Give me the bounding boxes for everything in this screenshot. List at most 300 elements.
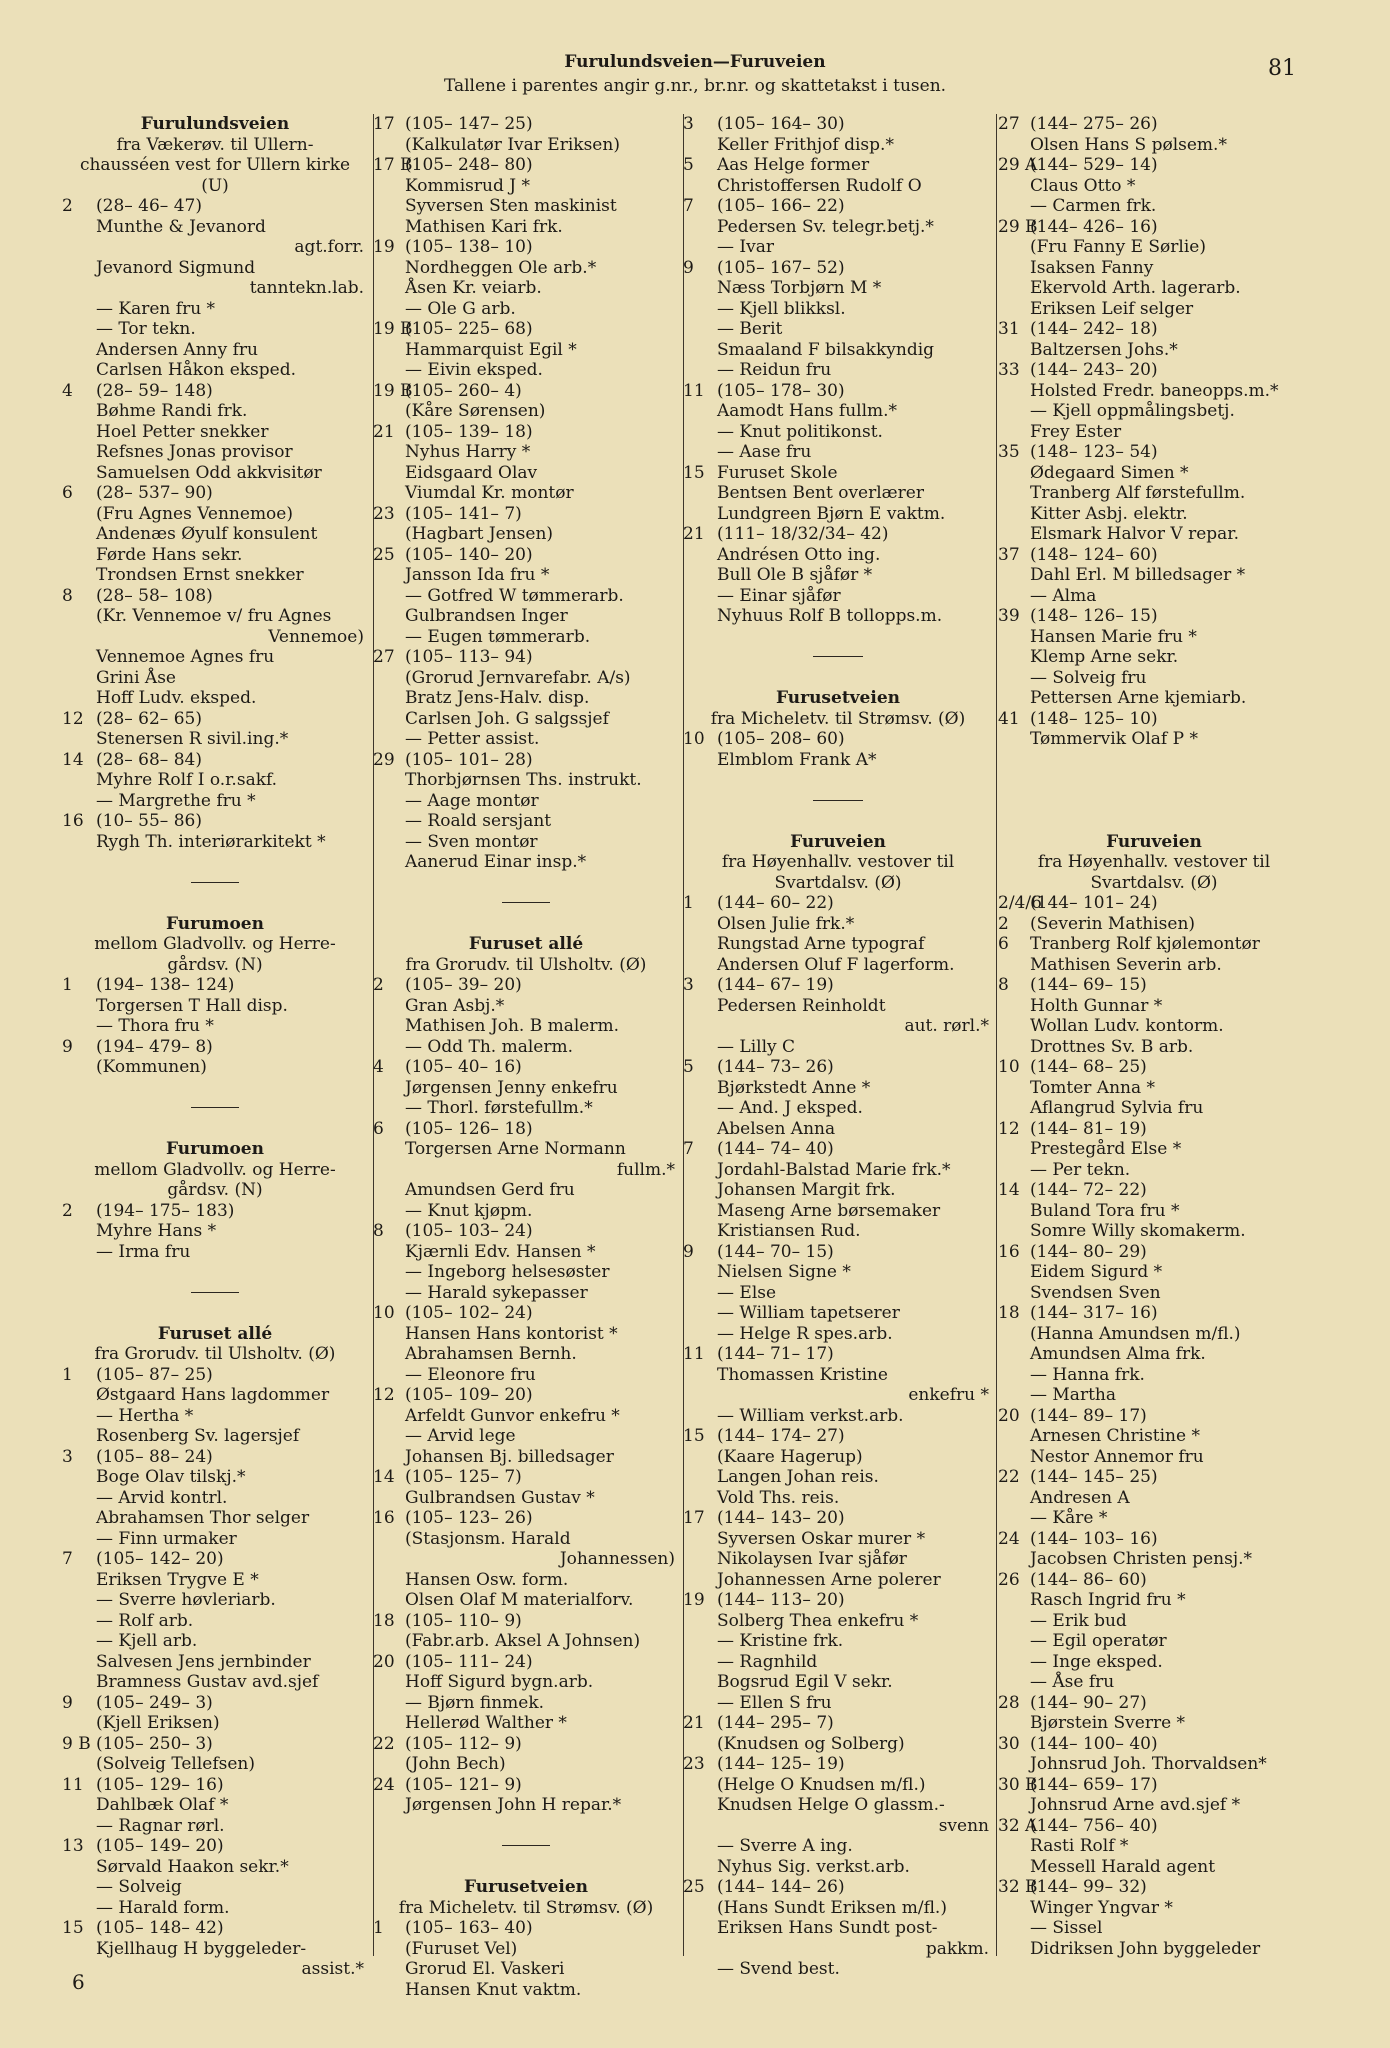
directory-entry	[62, 606, 368, 627]
entry-text: (144– 125– 19)	[717, 1754, 845, 1774]
directory-entry	[62, 729, 368, 750]
directory-entry	[998, 1160, 1310, 1181]
entry-text: (105– 249– 3)	[96, 1692, 213, 1713]
street-heading	[998, 832, 1310, 853]
house-number: 13	[62, 1836, 84, 1856]
section-divider	[373, 1836, 679, 1857]
entry-text: — Alma	[1030, 585, 1097, 606]
directory-entry	[62, 360, 368, 381]
entry-text: Nestor Annemor fru	[1030, 1446, 1204, 1467]
entry-text: Mathisen Kari frk.	[405, 216, 563, 237]
directory-entry	[998, 1672, 1310, 1693]
directory-entry	[998, 1754, 1310, 1775]
directory-entry	[998, 1365, 1310, 1386]
directory-entry	[998, 1529, 1310, 1550]
divider-line	[813, 800, 863, 801]
entry-text: Abelsen Anna	[717, 1118, 836, 1139]
directory-entry	[683, 1857, 993, 1878]
entry-text: Arnesen Christine *	[1030, 1426, 1200, 1446]
entry-text: (Knudsen og Solberg)	[717, 1733, 905, 1754]
entry-text: (144– 81– 19)	[1030, 1118, 1147, 1139]
directory-entry	[683, 1180, 993, 1201]
entry-text: (Severin Mathisen)	[1030, 913, 1196, 934]
street-extent	[373, 955, 679, 976]
directory-entry	[683, 1611, 993, 1632]
entry-text: Pedersen Sv. telegr.betj.*	[717, 216, 934, 237]
entry-text: — Arvid kontrl.	[96, 1487, 228, 1508]
entry-text: Åsen Kr. veiarb.	[405, 278, 542, 298]
entry-text: Myhre Rolf I o.r.sakf.	[96, 770, 278, 790]
entry-continuation	[373, 1549, 679, 1570]
entry-text: Grini Åse	[96, 667, 176, 688]
directory-entry	[373, 340, 679, 361]
directory-entry	[998, 1344, 1310, 1365]
entry-text: — Knut kjøpm.	[405, 1200, 533, 1221]
house-number: 35	[998, 442, 1020, 462]
street-extent	[62, 1180, 368, 1201]
directory-entry	[62, 483, 368, 504]
entry-text: (Kommunen)	[96, 1057, 207, 1077]
entry-text: (10– 55– 86)	[96, 811, 202, 831]
spacer	[373, 1816, 679, 1837]
directory-entry	[998, 729, 1310, 750]
directory-entry	[373, 319, 679, 340]
entry-text: Svartdalsv. (Ø)	[1090, 872, 1218, 893]
directory-entry	[62, 1426, 368, 1447]
directory-entry	[998, 996, 1310, 1017]
directory-entry	[683, 1775, 993, 1796]
entry-text: Aas Helge former	[717, 155, 870, 175]
directory-entry	[62, 1488, 368, 1509]
entry-text: Nyhuus Rolf B tollopps.m.	[717, 606, 943, 626]
entry-text: (105– 103– 24)	[405, 1221, 533, 1241]
entry-text: Andrésen Otto ing.	[717, 544, 881, 565]
house-number: 17 B	[373, 155, 413, 175]
entry-text: Wollan Ludv. kontorm.	[1030, 1016, 1224, 1036]
entry-text: Hammarquist Egil *	[405, 339, 577, 360]
entry-text: — Aage montør	[405, 790, 539, 811]
directory-entry	[683, 1467, 993, 1488]
entry-text: (144– 143– 20)	[717, 1508, 845, 1528]
entry-text: (Fru Fanny E Sørlie)	[1030, 237, 1206, 257]
directory-entry	[998, 1918, 1310, 1939]
entry-text: fra Høyenhallv. vestover til	[1037, 852, 1271, 872]
directory-entry	[998, 1119, 1310, 1140]
entry-text: (28– 537– 90)	[96, 483, 213, 503]
house-number: 23	[373, 503, 395, 524]
directory-entry	[373, 1221, 679, 1242]
entry-text: (144– 89– 17)	[1030, 1405, 1147, 1426]
entry-text: Hellerød Walther *	[405, 1713, 567, 1733]
entry-text: (144– 60– 22)	[717, 893, 834, 913]
house-number: 29	[373, 749, 395, 770]
entry-text: Grorud El. Vaskeri	[405, 1959, 565, 1979]
directory-entry	[998, 1016, 1310, 1037]
street-extent	[62, 955, 368, 976]
entry-text: Christoffersen Rudolf O	[717, 175, 922, 196]
entry-text: Salvesen Jens jernbinder	[96, 1651, 311, 1672]
directory-entry	[683, 258, 993, 279]
entry-text: (105– 111– 24)	[405, 1651, 533, 1672]
house-number: 20	[373, 1651, 395, 1672]
directory-entry	[998, 688, 1310, 709]
entry-continuation	[62, 278, 368, 299]
section-divider	[373, 893, 679, 914]
entry-text: Holsted Fredr. baneopps.m.*	[1030, 380, 1279, 401]
house-number: 1	[62, 975, 73, 995]
entry-text: Tømmervik Olaf P *	[1030, 729, 1198, 749]
entry-text: — Sven montør	[405, 831, 538, 852]
directory-entry	[683, 1324, 993, 1345]
directory-entry	[373, 114, 679, 135]
street-extent	[373, 1898, 679, 1919]
entry-text: (144– 99– 32)	[1030, 1877, 1147, 1897]
entry-text: Furumoen	[166, 913, 264, 934]
directory-entry	[373, 1119, 679, 1140]
house-number: 32 A	[998, 1815, 1038, 1836]
street-heading	[373, 1877, 679, 1898]
entry-text: (144– 242– 18)	[1030, 319, 1158, 339]
entry-text: (Kjell Eriksen)	[96, 1713, 220, 1733]
house-number: 15	[683, 462, 705, 483]
directory-entry	[373, 1201, 679, 1222]
directory-entry	[373, 381, 679, 402]
directory-entry	[373, 1734, 679, 1755]
entry-text: — Martha	[1030, 1385, 1116, 1405]
entry-text: fra Micheletv. til Strømsv. (Ø)	[710, 708, 966, 729]
directory-entry	[998, 1201, 1310, 1222]
directory-entry	[683, 381, 993, 402]
directory-entry	[998, 1816, 1310, 1837]
entry-text: (144– 74– 40)	[717, 1139, 834, 1159]
entry-text: (Kåre Sørensen)	[405, 401, 546, 421]
directory-entry	[998, 586, 1310, 607]
directory-entry	[998, 1385, 1310, 1406]
house-number: 20	[998, 1405, 1020, 1426]
directory-entry	[62, 340, 368, 361]
entry-text: — Hanna frk.	[1030, 1364, 1145, 1385]
entry-text: Rungstad Arne typograf	[717, 934, 925, 954]
entry-text: Nyhus Harry *	[405, 442, 531, 462]
directory-entry	[373, 1611, 679, 1632]
entry-text: Arfeldt Gunvor enkefru *	[405, 1405, 620, 1426]
spacer	[62, 1119, 368, 1140]
directory-entry	[998, 1139, 1310, 1160]
entry-text: (28– 62– 65)	[96, 708, 202, 729]
entry-text: — Carmen frk.	[1030, 196, 1157, 216]
directory-entry	[373, 463, 679, 484]
entry-text: Bratz Jens-Halv. disp.	[405, 688, 590, 708]
entry-text: Viumdal Kr. montør	[405, 483, 574, 503]
entry-text: (Helge O Knudsen m/fl.)	[717, 1774, 926, 1795]
house-number: 26	[998, 1569, 1020, 1590]
house-number: 9	[683, 1241, 694, 1262]
house-number: 10	[373, 1303, 395, 1323]
entry-text: Kjellhaug H byggeleder-	[96, 1938, 307, 1959]
entry-text: Tranberg Alf førstefullm.	[1030, 483, 1246, 503]
directory-entry	[998, 1406, 1310, 1427]
directory-entry	[62, 1508, 368, 1529]
house-number: 39	[998, 606, 1020, 626]
directory-entry	[998, 258, 1310, 279]
entry-text: Ødegaard Simen *	[1030, 462, 1189, 483]
directory-entry	[683, 176, 993, 197]
house-number: 11	[683, 1344, 705, 1364]
directory-entry	[62, 770, 368, 791]
entry-text: — William verkst.arb.	[717, 1405, 904, 1426]
street-extent	[62, 1160, 368, 1181]
directory-entry	[373, 688, 679, 709]
entry-text: Rasti Rolf *	[1030, 1836, 1129, 1856]
entry-text: Mathisen Joh. B malerm.	[405, 1016, 620, 1036]
house-number: 1	[373, 1918, 384, 1938]
directory-entry	[683, 934, 993, 955]
entry-text: Olsen Julie frk.*	[717, 913, 855, 934]
entry-text: — Arvid lege	[405, 1426, 516, 1446]
entry-text: Carlsen Håkon eksped.	[96, 360, 297, 380]
entry-text: Kommisrud J *	[405, 175, 530, 196]
directory-entry	[998, 135, 1310, 156]
entry-text: — Ellen S fru	[717, 1692, 832, 1713]
directory-entry	[62, 1221, 368, 1242]
street-extent	[62, 1344, 368, 1365]
entry-text: (105– 129– 16)	[96, 1774, 224, 1795]
entry-text: — Thorl. førstefullm.*	[405, 1098, 593, 1118]
entry-continuation	[62, 1959, 368, 1980]
entry-text: (148– 123– 54)	[1030, 442, 1158, 462]
directory-entry	[62, 1242, 368, 1263]
entry-text: Andenæs Øyulf konsulent	[96, 524, 318, 544]
house-number: 14	[998, 1180, 1020, 1200]
directory-entry	[373, 278, 679, 299]
entry-text: — Harald sykepasser	[405, 1282, 588, 1303]
entry-text: Aanerud Einar insp.*	[405, 852, 587, 872]
directory-entry	[373, 1426, 679, 1447]
entry-text: (144– 80– 29)	[1030, 1241, 1147, 1262]
directory-entry	[373, 1631, 679, 1652]
directory-entry	[62, 1406, 368, 1427]
entry-text: Torgersen T Hall disp.	[96, 995, 288, 1016]
entry-text: Næss Torbjørn M *	[717, 278, 882, 298]
directory-entry	[998, 422, 1310, 443]
directory-entry	[683, 1098, 993, 1119]
entry-text: Drottnes Sv. B arb.	[1030, 1036, 1194, 1057]
entry-text: Elmblom Frank A*	[717, 749, 877, 770]
entry-text: (105– 113– 94)	[405, 647, 533, 667]
entry-text: — Lilly C	[717, 1036, 796, 1057]
directory-entry	[998, 1713, 1310, 1734]
directory-entry	[998, 1631, 1310, 1652]
directory-entry	[683, 360, 993, 381]
house-number: 19 B	[373, 380, 413, 401]
directory-entry	[373, 1590, 679, 1611]
spacer	[62, 1262, 368, 1283]
street-extent	[998, 852, 1310, 873]
entry-text: Mathisen Severin arb.	[1030, 954, 1222, 975]
directory-entry	[62, 1631, 368, 1652]
street-extent	[998, 873, 1310, 894]
column-3	[683, 114, 993, 1980]
entry-text: Andersen Anny fru	[96, 339, 258, 360]
entry-text: Carlsen Joh. G salgssjef	[405, 708, 609, 729]
directory-entry	[373, 1467, 679, 1488]
street-extent	[62, 135, 368, 156]
entry-text: Refsnes Jonas provisor	[96, 442, 293, 462]
entry-continuation	[683, 1939, 993, 1960]
directory-entry	[373, 1959, 679, 1980]
directory-entry	[373, 791, 679, 812]
house-number: 11	[683, 380, 705, 401]
entry-text: tanntekn.lab.	[249, 278, 364, 298]
directory-entry	[62, 1898, 368, 1919]
page-title: Furulundsveien—Furuveien	[564, 52, 826, 72]
entry-text: Smaaland F bilsakkyndig	[717, 339, 935, 360]
directory-entry	[998, 1447, 1310, 1468]
directory-entry	[683, 1693, 993, 1714]
entry-text: Hansen Marie fru *	[1030, 626, 1197, 647]
entry-text: Furusetveien	[775, 688, 900, 708]
directory-entry	[373, 1447, 679, 1468]
entry-text: (105– 250– 3)	[96, 1733, 213, 1754]
spacer	[683, 668, 993, 689]
entry-text: (105– 101– 28)	[405, 749, 533, 770]
entry-text: (144– 71– 17)	[717, 1344, 834, 1364]
directory-entry	[998, 1590, 1310, 1611]
house-number: 12	[373, 1385, 395, 1405]
entry-text: (105– 125– 7)	[405, 1467, 522, 1487]
directory-entry	[998, 196, 1310, 217]
entry-continuation	[683, 1016, 993, 1037]
directory-entry	[683, 1488, 993, 1509]
entry-text: Didriksen John byggeleder	[1030, 1938, 1261, 1959]
entry-text: — Roald sersjant	[405, 811, 552, 831]
directory-entry	[62, 1447, 368, 1468]
directory-entry	[683, 955, 993, 976]
directory-entry	[998, 1180, 1310, 1201]
directory-entry	[373, 176, 679, 197]
directory-entry	[998, 524, 1310, 545]
spacer	[683, 627, 993, 648]
directory-entry	[683, 483, 993, 504]
entry-text: (Grorud Jernvarefabr. A/s)	[405, 667, 631, 688]
directory-entry	[62, 1672, 368, 1693]
spacer	[998, 750, 1310, 771]
directory-entry	[373, 1303, 679, 1324]
directory-entry	[998, 483, 1310, 504]
page-subtitle: Tallene i parentes angir g.nr., br.nr. og skattetakst i tusen.	[443, 76, 947, 96]
directory-entry	[683, 729, 993, 750]
directory-entry	[998, 1098, 1310, 1119]
entry-text: — Irma fru	[96, 1241, 191, 1262]
entry-text: Andresen A	[1030, 1487, 1130, 1508]
entry-text: Vold Ths. reis.	[717, 1487, 840, 1508]
entry-text: — Ivar	[717, 237, 774, 257]
entry-text: (105– 167– 52)	[717, 257, 845, 278]
entry-text: Maseng Arne børsemaker	[717, 1200, 941, 1221]
directory-entry	[998, 1467, 1310, 1488]
house-number: 2	[373, 975, 384, 995]
spacer	[998, 811, 1310, 832]
entry-text: Nyhus Sig. verkst.arb.	[717, 1856, 910, 1877]
entry-text: (105– 102– 24)	[405, 1303, 533, 1323]
street-heading	[683, 688, 993, 709]
entry-text: Gulbrandsen Inger	[405, 606, 568, 626]
divider-line	[502, 1845, 551, 1846]
entry-text: fra Grorudv. til Ulsholtv. (Ø)	[405, 954, 647, 975]
directory-entry	[373, 1324, 679, 1345]
entry-text: (144– 529– 14)	[1030, 155, 1158, 175]
directory-entry	[373, 1139, 679, 1160]
entry-text: Johansen Bj. billedsager	[405, 1446, 614, 1467]
entry-text: — Karen fru *	[96, 298, 216, 319]
entry-text: (148– 125– 10)	[1030, 708, 1158, 729]
entry-text: (144– 145– 25)	[1030, 1467, 1158, 1487]
entry-text: enkefru *	[908, 1385, 989, 1405]
entry-text: (Fabr.arb. Aksel A Johnsen)	[405, 1631, 641, 1651]
directory-entry	[62, 545, 368, 566]
entry-text: — Bjørn finmek.	[405, 1692, 545, 1713]
directory-entry	[998, 1877, 1310, 1898]
directory-entry	[683, 1529, 993, 1550]
entry-text: — Kjell blikksl.	[717, 298, 846, 319]
entry-text: Østgaard Hans lagdommer	[96, 1385, 330, 1405]
entry-text: mellom Gladvollv. og Herre-	[94, 1159, 336, 1180]
entry-text: (U)	[201, 175, 229, 196]
entry-text: — Sverre A ing.	[717, 1836, 853, 1856]
directory-entry	[373, 668, 679, 689]
directory-entry	[683, 1795, 993, 1816]
house-number: 25	[373, 544, 395, 565]
directory-entry	[62, 688, 368, 709]
house-number: 21	[373, 421, 395, 442]
house-number: 37	[998, 544, 1020, 565]
house-number: 16	[373, 1508, 395, 1528]
directory-entry	[62, 996, 368, 1017]
directory-entry	[683, 1242, 993, 1263]
entry-text: Gulbrandsen Gustav *	[405, 1487, 595, 1508]
directory-entry	[998, 1037, 1310, 1058]
directory-entry	[373, 647, 679, 668]
directory-entry	[998, 463, 1310, 484]
entry-text: (144– 144– 26)	[717, 1877, 845, 1897]
street-heading	[373, 934, 679, 955]
directory-entry	[62, 586, 368, 607]
directory-entry	[998, 319, 1310, 340]
directory-entry	[683, 1898, 993, 1919]
house-number: 4	[62, 380, 73, 401]
entry-text: Holth Gunnar *	[1030, 995, 1163, 1016]
entry-text: (28– 58– 108)	[96, 585, 213, 606]
entry-continuation	[62, 627, 368, 648]
entry-text: (105– 141– 7)	[405, 503, 522, 524]
entry-text: Johannessen)	[559, 1549, 675, 1569]
house-number: 14	[62, 749, 84, 770]
house-number: 16	[998, 1241, 1020, 1262]
directory-entry	[683, 463, 993, 484]
entry-text: Hoff Ludv. eksped.	[96, 688, 257, 708]
section-divider	[683, 791, 993, 812]
entry-text: — Aase fru	[717, 442, 812, 462]
directory-entry	[998, 1775, 1310, 1796]
entry-text: (Solveig Tellefsen)	[96, 1754, 256, 1774]
entry-text: Furumoen	[166, 1139, 264, 1159]
directory-entry	[62, 709, 368, 730]
directory-entry	[683, 1631, 993, 1652]
entry-text: (105– 39– 20)	[405, 975, 522, 995]
entry-text: Bjørkstedt Anne *	[717, 1077, 871, 1098]
directory-entry	[998, 893, 1310, 914]
entry-text: Pedersen Reinholdt	[717, 995, 886, 1016]
